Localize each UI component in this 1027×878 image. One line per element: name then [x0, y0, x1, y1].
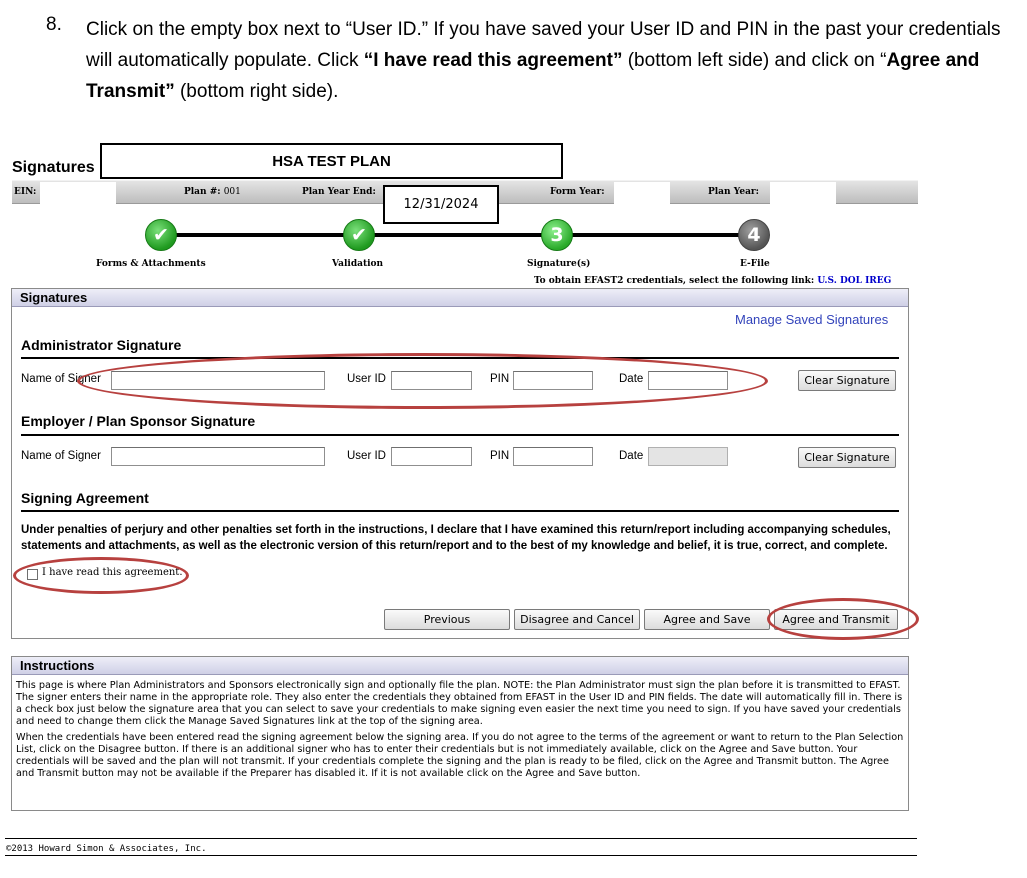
- instruction-bold-2: Agree and Transmit”: [86, 50, 980, 102]
- ein-redaction: [40, 182, 116, 204]
- step-label-validation: Validation: [332, 259, 384, 269]
- sponsor-clear-signature-button[interactable]: Clear Signature: [798, 447, 896, 468]
- previous-button[interactable]: Previous: [384, 609, 510, 630]
- instructions-panel: [11, 656, 909, 811]
- sponsor-date-input: [648, 447, 728, 466]
- instruction-bold-1: “I have read this agreement”: [363, 50, 623, 71]
- sponsor-pin-label: PIN: [490, 450, 510, 462]
- step-label-efile: E-File: [740, 259, 770, 269]
- instructions-header: Instructions: [12, 657, 908, 675]
- form-year-label: Form Year:: [550, 187, 605, 197]
- instruction-text-3: (bottom right side).: [174, 81, 339, 102]
- plan-year-redaction: [770, 182, 836, 204]
- admin-name-label: Name of Signer: [21, 373, 101, 385]
- check-icon: ✔: [343, 219, 375, 251]
- copyright: ©2013 Howard Simon & Associates, Inc.: [6, 844, 207, 854]
- divider: [21, 434, 899, 436]
- admin-date-label: Date: [619, 373, 644, 385]
- disagree-cancel-button[interactable]: Disagree and Cancel: [514, 609, 640, 630]
- page-title: Signatures: [12, 159, 95, 176]
- form-year-redaction: [614, 182, 670, 204]
- dol-ireg-link[interactable]: U.S. DOL IREG: [817, 276, 892, 286]
- step-label-forms: Forms & Attachments: [96, 259, 206, 269]
- admin-clear-signature-button[interactable]: Clear Signature: [798, 370, 896, 391]
- plan-number-label: Plan #: 001: [184, 187, 241, 197]
- plan-year-label: Plan Year:: [708, 187, 759, 197]
- admin-userid-label: User ID: [347, 373, 386, 385]
- instruction-text-2: (bottom left side) and click on “: [622, 50, 887, 71]
- annotation-ring-transmit: [767, 598, 919, 640]
- admin-pin-label: PIN: [490, 373, 510, 385]
- progress-track: [160, 233, 756, 237]
- agree-transmit-button[interactable]: Agree and Transmit: [774, 609, 898, 630]
- instructions-body: [16, 680, 904, 784]
- plan-year-end-value: 12/31/2024: [383, 185, 499, 224]
- instructions-paragraph: This page is where Plan Administrators and Sponsors electronically sign and optionally file the plan. NOTE: the Plan Administrator must sign the plan before it is transmitted to EFAST. The signer enters their name in the appropriate role. They also enter the credentials they obtained from EFAST in the User ID and PIN fields. The date will automatically fill in. There is a check box just below the signature area that you can select to save your credentials to make signing even easier the next time you need to sign. If you have saved your credentials and need to change them click the Manage Saved Signatures link at the top of the signing area.: [16, 680, 903, 727]
- manage-saved-signatures-link[interactable]: Manage Saved Signatures: [735, 312, 889, 327]
- step-number: 8.: [46, 14, 62, 35]
- plan-number-value: 001: [223, 187, 241, 197]
- instruction-text-1: Click on the empty box next to “User ID.” If you have saved your User ID and PIN in the past your credentials will automatically populate. Click: [86, 19, 1001, 71]
- sponsor-userid-label: User ID: [347, 450, 386, 462]
- footer-divider: [5, 855, 917, 856]
- step-instruction: [86, 14, 1021, 107]
- annotation-ring-checkbox: [13, 557, 189, 594]
- step-label-signatures: Signature(s): [527, 259, 591, 269]
- divider: [21, 510, 899, 512]
- step-3-icon: 3: [541, 219, 573, 251]
- agreement-text: Under penalties of perjury and other penalties set forth in the instructions, I declare that I have examined this return/report including accompanying schedules, statements and attachments, as well as the electronic version of this return/report and to the best of my knowledge and belief, it is true, correct, and complete.: [21, 524, 891, 552]
- check-icon: ✔: [145, 219, 177, 251]
- efast-credentials-note: To obtain EFAST2 credentials, select the following link: U.S. DOL IREG: [534, 276, 892, 286]
- sponsor-pin-input[interactable]: [513, 447, 593, 466]
- sponsor-userid-input[interactable]: [391, 447, 472, 466]
- sponsor-name-label: Name of Signer: [21, 450, 101, 462]
- plan-year-end-label: Plan Year End:: [302, 187, 376, 197]
- signing-agreement-heading: Signing Agreement: [21, 490, 149, 506]
- sponsor-date-label: Date: [619, 450, 644, 462]
- footer-divider: [5, 838, 917, 839]
- agree-save-button[interactable]: Agree and Save: [644, 609, 770, 630]
- sponsor-name-input[interactable]: [111, 447, 325, 466]
- ein-label: EIN:: [14, 187, 37, 197]
- instructions-paragraph: When the credentials have been entered read the signing agreement below the signing area. If you do not agree to the terms of the agreement or want to return to the Plan Selection List, click on the Disagree button. If there is an additional signer who has to enter their credentials but is not immediately available, click on the Agree and Save button. Your credentials will be saved and the plan will not transmit. If your credentials complete the signing and the plan is ready to be filed, click on the Agree and Transmit button. The Agree and Transmit button may not be available if the Preparer has disabled it. If it is not available click on the Agree and Save button.: [16, 732, 904, 779]
- step-4-icon: 4: [738, 219, 770, 251]
- admin-signature-heading: Administrator Signature: [21, 337, 182, 353]
- sponsor-signature-heading: Employer / Plan Sponsor Signature: [21, 413, 256, 429]
- read-agreement-label[interactable]: I have read this agreement.: [42, 567, 183, 578]
- signatures-panel-header: Signatures: [12, 289, 908, 307]
- plan-name-box: HSA TEST PLAN: [100, 143, 563, 179]
- annotation-ring-admin: [77, 353, 768, 409]
